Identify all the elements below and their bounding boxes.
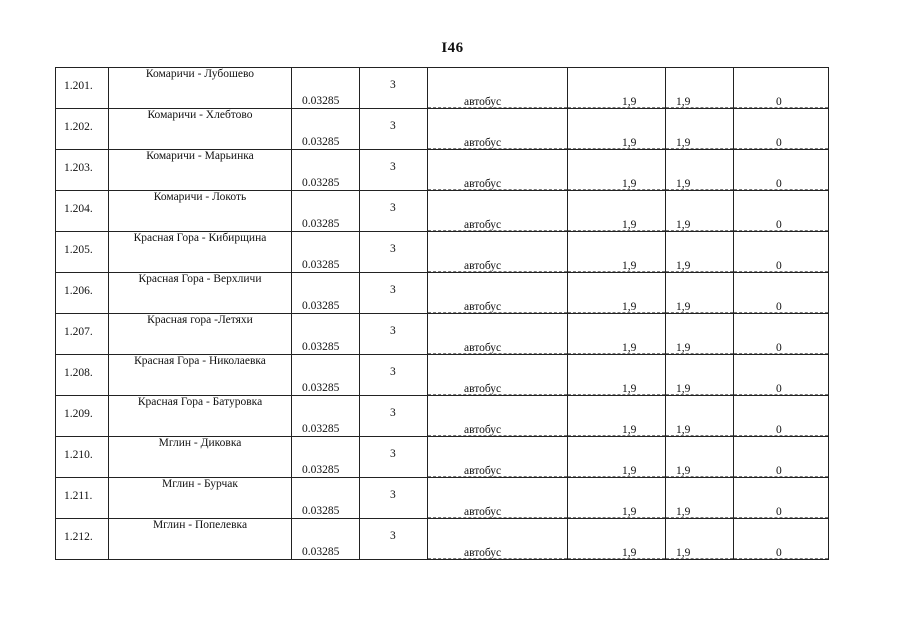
route-name: Красная Гора - Верхличи (138, 273, 262, 285)
value-c: 0 (776, 506, 782, 518)
table-row (56, 150, 829, 191)
route-name: Мглин - Диковка (158, 437, 242, 449)
value-a-cell (568, 396, 666, 437)
value-a: 1,9 (622, 424, 637, 436)
coefficient-cell (292, 109, 360, 150)
value-b: 1,9 (676, 506, 691, 518)
count-cell (360, 519, 428, 560)
row-number: 1.211. (64, 490, 93, 502)
value-a: 1,9 (622, 342, 637, 354)
value-a-cell (568, 150, 666, 191)
coefficient-cell (292, 150, 360, 191)
route-name: Красная Гора - Батуровка (137, 396, 263, 408)
routes-table (55, 67, 829, 560)
value-a: 1,9 (622, 137, 637, 149)
row-number: 1.210. (64, 449, 93, 461)
count-value: 3 (390, 202, 396, 214)
value-b-cell (666, 232, 734, 273)
transport-cell (428, 519, 568, 560)
value-c: 0 (776, 137, 782, 149)
value-c-cell (734, 109, 829, 150)
table-row (56, 273, 829, 314)
value-a-cell (568, 437, 666, 478)
coefficient-value: 0.03285 (302, 177, 340, 189)
row-number: 1.207. (64, 326, 93, 338)
value-b: 1,9 (676, 137, 691, 149)
count-cell (360, 478, 428, 519)
transport-type: автобус (464, 465, 502, 477)
count-cell (360, 150, 428, 191)
value-b-cell (666, 519, 734, 560)
value-b: 1,9 (676, 178, 691, 190)
row-number-cell (56, 150, 109, 191)
routes-table-body (56, 68, 829, 560)
value-b: 1,9 (676, 219, 691, 231)
row-number-cell (56, 519, 109, 560)
transport-type: автобус (464, 219, 502, 231)
coefficient-value: 0.03285 (302, 341, 340, 353)
route-name: Красная Гора - Николаевка (134, 355, 266, 367)
transport-type: автобус (464, 424, 502, 436)
row-number: 1.203. (64, 162, 93, 174)
route-name-cell (109, 396, 292, 437)
coefficient-cell (292, 355, 360, 396)
table-row (56, 191, 829, 232)
coefficient-value: 0.03285 (302, 95, 340, 107)
row-number-cell (56, 478, 109, 519)
count-cell (360, 355, 428, 396)
value-c-cell (734, 150, 829, 191)
count-cell (360, 314, 428, 355)
row-number: 1.212. (64, 531, 93, 543)
row-number: 1.204. (64, 203, 93, 215)
count-cell (360, 437, 428, 478)
count-cell (360, 396, 428, 437)
transport-type: автобус (464, 506, 502, 518)
route-name-cell (109, 232, 292, 273)
row-number-cell (56, 314, 109, 355)
count-cell (360, 232, 428, 273)
table-row (56, 314, 829, 355)
row-number-cell (56, 68, 109, 109)
transport-type: автобус (464, 342, 502, 354)
value-c: 0 (776, 96, 782, 108)
count-value: 3 (390, 530, 396, 542)
count-cell (360, 273, 428, 314)
value-a-cell (568, 355, 666, 396)
transport-cell (428, 478, 568, 519)
transport-type: автобус (464, 137, 502, 149)
value-b-cell (666, 273, 734, 314)
route-name: Красная гора -Летяхи (147, 314, 253, 326)
route-name-cell (109, 273, 292, 314)
value-b: 1,9 (676, 383, 691, 395)
transport-cell (428, 355, 568, 396)
value-b: 1,9 (676, 424, 691, 436)
value-c-cell (734, 232, 829, 273)
value-a: 1,9 (622, 383, 637, 395)
value-b-cell (666, 191, 734, 232)
value-c-cell (734, 396, 829, 437)
row-number-cell (56, 355, 109, 396)
value-c-cell (734, 68, 829, 109)
coefficient-value: 0.03285 (302, 136, 340, 148)
coefficient-value: 0.03285 (302, 505, 340, 517)
route-name-cell (109, 314, 292, 355)
value-b-cell (666, 314, 734, 355)
value-c: 0 (776, 260, 782, 272)
count-value: 3 (390, 325, 396, 337)
transport-type: автобус (464, 96, 502, 108)
coefficient-value: 0.03285 (302, 423, 340, 435)
value-b-cell (666, 478, 734, 519)
value-b: 1,9 (676, 342, 691, 354)
route-name: Мглин - Бурчак (162, 478, 238, 490)
coefficient-cell (292, 273, 360, 314)
transport-type: автобус (464, 178, 502, 190)
count-value: 3 (390, 79, 396, 91)
page-number: I46 (441, 40, 464, 56)
route-name-cell (109, 478, 292, 519)
value-c-cell (734, 314, 829, 355)
count-cell (360, 109, 428, 150)
count-cell (360, 191, 428, 232)
value-c: 0 (776, 547, 782, 559)
value-c: 0 (776, 178, 782, 190)
value-c-cell (734, 519, 829, 560)
coefficient-value: 0.03285 (302, 546, 340, 558)
value-a-cell (568, 68, 666, 109)
route-name: Комаричи - Марьинка (146, 150, 254, 162)
transport-cell (428, 396, 568, 437)
value-b: 1,9 (676, 260, 691, 272)
table-row (56, 519, 829, 560)
coefficient-cell (292, 437, 360, 478)
value-a: 1,9 (622, 260, 637, 272)
transport-type: автобус (464, 547, 502, 559)
value-a: 1,9 (622, 301, 637, 313)
route-name: Комаричи - Лубошево (145, 68, 255, 80)
row-number-cell (56, 396, 109, 437)
coefficient-value: 0.03285 (302, 382, 340, 394)
transport-type: автобус (464, 260, 502, 272)
row-number: 1.201. (64, 80, 93, 92)
value-c: 0 (776, 219, 782, 231)
value-a-cell (568, 478, 666, 519)
coefficient-cell (292, 396, 360, 437)
value-a-cell (568, 191, 666, 232)
value-c-cell (734, 437, 829, 478)
transport-cell (428, 437, 568, 478)
value-c-cell (734, 273, 829, 314)
route-name: Комаричи - Локоть (153, 191, 247, 203)
value-c-cell (734, 355, 829, 396)
value-b-cell (666, 437, 734, 478)
coefficient-cell (292, 68, 360, 109)
table-row (56, 396, 829, 437)
value-c-cell (734, 478, 829, 519)
value-a-cell (568, 273, 666, 314)
value-c: 0 (776, 383, 782, 395)
value-b-cell (666, 68, 734, 109)
route-name-cell (109, 150, 292, 191)
coefficient-value: 0.03285 (302, 300, 340, 312)
transport-type: автобус (464, 301, 502, 313)
row-number: 1.202. (64, 121, 93, 133)
value-a: 1,9 (622, 465, 637, 477)
coefficient-cell (292, 519, 360, 560)
table-row (56, 437, 829, 478)
row-number: 1.209. (64, 408, 93, 420)
table-row (56, 478, 829, 519)
value-b: 1,9 (676, 301, 691, 313)
route-name-cell (109, 437, 292, 478)
row-number-cell (56, 191, 109, 232)
value-a-cell (568, 519, 666, 560)
count-value: 3 (390, 243, 396, 255)
route-name: Красная Гора - Кибирщина (133, 232, 267, 244)
coefficient-value: 0.03285 (302, 218, 340, 230)
row-number-cell (56, 437, 109, 478)
value-a: 1,9 (622, 178, 637, 190)
value-a-cell (568, 314, 666, 355)
count-value: 3 (390, 366, 396, 378)
coefficient-cell (292, 191, 360, 232)
value-b: 1,9 (676, 465, 691, 477)
value-b-cell (666, 150, 734, 191)
value-c: 0 (776, 465, 782, 477)
table-row (56, 68, 829, 109)
route-name: Мглин - Попелевка (152, 519, 248, 531)
row-number: 1.205. (64, 244, 93, 256)
route-name: Комаричи - Хлебтово (147, 109, 253, 121)
value-a: 1,9 (622, 547, 637, 559)
value-a: 1,9 (622, 219, 637, 231)
route-name-cell (109, 355, 292, 396)
value-c: 0 (776, 424, 782, 436)
value-b: 1,9 (676, 96, 691, 108)
count-value: 3 (390, 489, 396, 501)
transport-cell (428, 68, 568, 109)
row-number-cell (56, 232, 109, 273)
transport-type: автобус (464, 383, 502, 395)
count-cell (360, 68, 428, 109)
dashed-underline (568, 558, 665, 559)
value-c: 0 (776, 342, 782, 354)
count-value: 3 (390, 161, 396, 173)
transport-cell (428, 314, 568, 355)
route-name-cell (109, 519, 292, 560)
transport-cell (428, 109, 568, 150)
transport-cell (428, 232, 568, 273)
value-a-cell (568, 109, 666, 150)
value-b-cell (666, 355, 734, 396)
row-number: 1.208. (64, 367, 93, 379)
value-a-cell (568, 232, 666, 273)
transport-cell (428, 150, 568, 191)
count-value: 3 (390, 407, 396, 419)
count-value: 3 (390, 448, 396, 460)
coefficient-value: 0.03285 (302, 259, 340, 271)
table-row (56, 109, 829, 150)
transport-cell (428, 273, 568, 314)
route-name-cell (109, 191, 292, 232)
row-number: 1.206. (64, 285, 93, 297)
count-value: 3 (390, 284, 396, 296)
count-value: 3 (390, 120, 396, 132)
coefficient-cell (292, 314, 360, 355)
value-c: 0 (776, 301, 782, 313)
value-a: 1,9 (622, 506, 637, 518)
transport-cell (428, 191, 568, 232)
value-b-cell (666, 109, 734, 150)
coefficient-cell (292, 232, 360, 273)
route-name-cell (109, 109, 292, 150)
table-row (56, 355, 829, 396)
coefficient-value: 0.03285 (302, 464, 340, 476)
table-row (56, 232, 829, 273)
value-b-cell (666, 396, 734, 437)
row-number-cell (56, 109, 109, 150)
coefficient-cell (292, 478, 360, 519)
value-c-cell (734, 191, 829, 232)
row-number-cell (56, 273, 109, 314)
value-a: 1,9 (622, 96, 637, 108)
value-b: 1,9 (676, 547, 691, 559)
route-name-cell (109, 68, 292, 109)
